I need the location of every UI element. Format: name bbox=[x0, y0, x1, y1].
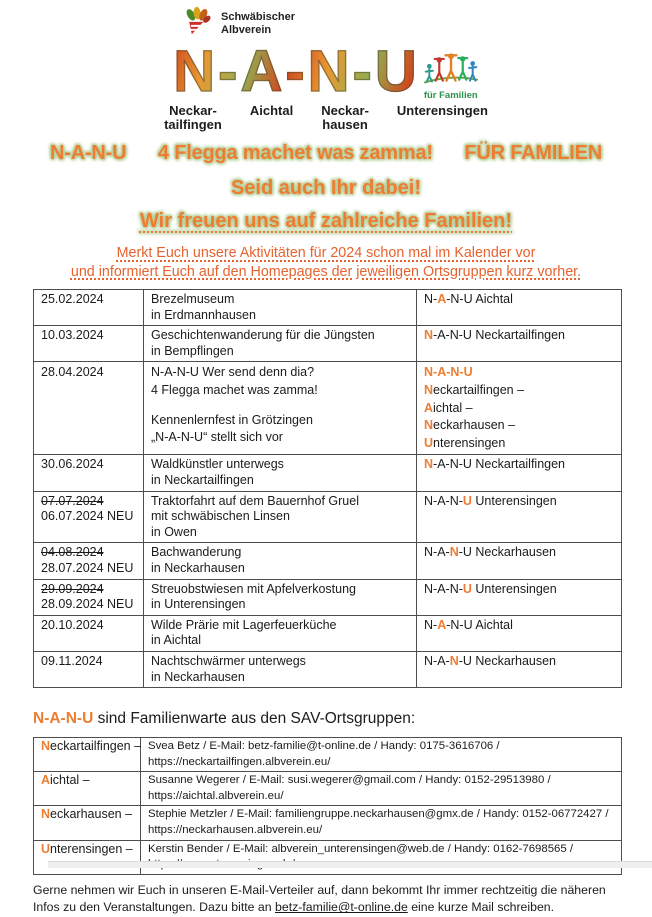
event-date: 04.08.2024 bbox=[41, 545, 104, 560]
event-date: 29.09.2024 bbox=[41, 581, 104, 596]
event-date-cell bbox=[34, 651, 144, 687]
headline-row-2: Seid auch Ihr dabei! bbox=[230, 177, 422, 199]
contact-info-cell bbox=[141, 840, 622, 874]
contact-group-cell bbox=[34, 806, 141, 840]
event-description-line: Traktorfahrt auf dem Bauernhof Gruel bbox=[151, 493, 359, 508]
event-date-cell bbox=[34, 455, 144, 491]
event-date-cell bbox=[34, 290, 144, 326]
event-organizer-cell bbox=[417, 579, 622, 615]
contact-group-cell bbox=[34, 772, 141, 806]
contact-info-line: Svea Betz / E-Mail: betz-familie@t-online.de / Handy: 0175-3616706 / bbox=[148, 740, 500, 753]
contact-info-line: Stephie Metzler / E-Mail: familiengruppe.neckarhausen@gmx.de / Handy: 0152-06772427 / bbox=[148, 808, 609, 821]
event-description-line: in Erdmannhausen bbox=[151, 307, 256, 322]
event-organizer-line bbox=[424, 435, 615, 453]
contact-info-cell bbox=[141, 806, 622, 840]
contacts-heading-nanu: N-A-N-U bbox=[33, 710, 94, 728]
contact-row bbox=[34, 772, 622, 806]
highlighted-letter: A bbox=[437, 617, 447, 632]
highlighted-letter: N bbox=[424, 328, 434, 343]
plain-text: N-A-N- bbox=[424, 581, 463, 596]
fuer-familien-label: für Familien bbox=[423, 90, 478, 101]
event-row bbox=[34, 543, 622, 579]
event-description-cell bbox=[144, 543, 417, 579]
event-row bbox=[34, 579, 622, 615]
calendar-note-line2: und informiert Euch auf den Homepages der jeweiligen Ortsgruppen kurz vorher. bbox=[70, 263, 582, 280]
event-organizer-line bbox=[424, 292, 615, 308]
event-organizer-cell bbox=[417, 615, 622, 651]
event-description-line: Streuobstwiesen mit Apfelverkostung bbox=[151, 581, 356, 596]
event-date-cell bbox=[34, 326, 144, 362]
highlighted-letter: N bbox=[449, 653, 459, 668]
town-label-neckarhausen: Neckar- hausen bbox=[321, 103, 369, 132]
event-date: 06.07.2024 NEU bbox=[41, 509, 134, 524]
event-description-cell bbox=[144, 362, 417, 455]
contact-row bbox=[34, 738, 622, 772]
org-name-line1: Schwäbischer bbox=[221, 11, 295, 23]
plain-text: nterensingen bbox=[433, 435, 506, 450]
event-organizer-line bbox=[424, 400, 615, 418]
contact-group-cell bbox=[34, 840, 141, 874]
event-organizer-line bbox=[424, 618, 615, 634]
event-row bbox=[34, 290, 622, 326]
contact-row bbox=[34, 806, 622, 840]
highlighted-letter: U bbox=[41, 841, 51, 856]
event-description-line: N-A-N-U Wer send denn dia? bbox=[151, 365, 315, 380]
event-organizer-line bbox=[424, 328, 615, 344]
highlighted-letter: U bbox=[462, 493, 472, 508]
plain-text: eckartailfingen – bbox=[433, 382, 525, 397]
headline-families-underlined: Wir freuen uns auf zahlreiche Familien! bbox=[139, 210, 513, 232]
contact-info-line: Susanne Wegerer / E-Mail: susi.wegerer@gmail.com / Handy: 0152-29513980 / bbox=[148, 774, 551, 787]
event-date-cell bbox=[34, 579, 144, 615]
town-label-unterensingen: Unterensingen bbox=[396, 103, 488, 118]
contacts-heading bbox=[33, 710, 652, 728]
event-date: 28.07.2024 NEU bbox=[41, 560, 134, 575]
event-organizer-cell bbox=[417, 543, 622, 579]
highlighted-letter: U bbox=[462, 581, 472, 596]
plain-text: -U Neckarhausen bbox=[458, 545, 556, 560]
event-organizer-line bbox=[424, 457, 615, 473]
highlighted-letter: N-A-N-U bbox=[424, 365, 473, 380]
event-description-line: Bachwanderung bbox=[151, 545, 242, 560]
logo-header bbox=[0, 0, 652, 131]
plain-text: eckarhausen – bbox=[433, 418, 516, 433]
org-name-line2: Albverein bbox=[221, 23, 272, 36]
event-row bbox=[34, 326, 622, 362]
event-description-line: in Bempflingen bbox=[151, 343, 234, 358]
family-figures-icon bbox=[423, 48, 479, 93]
bottom-gray-bar bbox=[48, 861, 652, 868]
event-description-line: Kennenlernfest in Grötzingen bbox=[151, 412, 313, 427]
nanu-logo-row bbox=[0, 39, 652, 104]
event-row bbox=[34, 651, 622, 687]
towns-row bbox=[0, 104, 652, 131]
plain-text: N- bbox=[424, 617, 438, 632]
event-organizer-line bbox=[424, 417, 615, 435]
highlighted-letter: N bbox=[424, 457, 434, 472]
event-organizer-cell bbox=[417, 290, 622, 326]
event-organizer-cell bbox=[417, 455, 622, 491]
event-description-line: Geschichtenwanderung für die Jüngsten bbox=[151, 328, 375, 343]
event-description-line: in Neckartailfingen bbox=[151, 472, 254, 487]
event-date: 10.03.2024 bbox=[41, 328, 104, 343]
contacts-table bbox=[33, 737, 622, 875]
headline-fuer-familien: FÜR FAMILIEN bbox=[464, 142, 602, 164]
plain-text: Unterensingen bbox=[471, 493, 557, 508]
event-description-line: Nachtschwärmer unterwegs bbox=[151, 653, 306, 668]
event-date: 28.04.2024 bbox=[41, 365, 104, 380]
event-date: 07.07.2024 bbox=[41, 493, 104, 508]
contact-group-name bbox=[41, 739, 142, 755]
event-description-cell bbox=[144, 491, 417, 543]
plain-text: nterensingen – bbox=[50, 841, 133, 856]
event-organizer-line bbox=[424, 494, 615, 510]
events-table bbox=[33, 289, 622, 688]
event-description-line: 4 Flegga machet was zamma! bbox=[151, 382, 318, 397]
event-description-cell bbox=[144, 615, 417, 651]
event-organizer-cell bbox=[417, 651, 622, 687]
calendar-note bbox=[0, 244, 652, 281]
albverein-emblem-icon bbox=[183, 6, 213, 41]
event-description-line: in Neckarhausen bbox=[151, 560, 245, 575]
event-organizer-line bbox=[424, 382, 615, 400]
plain-text: eckarhausen – bbox=[50, 807, 133, 822]
contact-row bbox=[34, 840, 622, 874]
calendar-note-line1: Merkt Euch unsere Aktivitäten für 2024 schon mal im Kalender vor bbox=[116, 245, 536, 261]
family-figures-block bbox=[423, 48, 479, 101]
town-label-neckartailfingen: Neckar- tailfingen bbox=[164, 103, 222, 132]
highlighted-letter: U bbox=[424, 435, 434, 450]
contacts-heading-rest: sind Familienwarte aus den SAV-Ortsgruppen: bbox=[93, 710, 416, 728]
event-description-cell bbox=[144, 290, 417, 326]
highlighted-letter: A bbox=[437, 292, 447, 306]
event-description-line: in Aichtal bbox=[151, 633, 202, 648]
plain-text: Unterensingen bbox=[471, 581, 557, 596]
headline-slogan: 4 Flegga machet was zamma! bbox=[157, 142, 433, 164]
event-date-cell bbox=[34, 615, 144, 651]
plain-text: N-A-N- bbox=[424, 493, 463, 508]
headline-nanu: N-A-N-U bbox=[50, 142, 127, 164]
highlighted-letter: N bbox=[449, 545, 459, 560]
plain-text: N-A- bbox=[424, 545, 450, 560]
event-organizer-line bbox=[424, 545, 615, 561]
highlighted-letter: A bbox=[424, 400, 434, 415]
event-description-line: in Owen bbox=[151, 524, 197, 539]
event-organizer-line bbox=[424, 364, 615, 382]
plain-text: N- bbox=[424, 292, 438, 306]
event-description-line: in Neckarhausen bbox=[151, 669, 245, 684]
footer-text bbox=[33, 882, 625, 917]
event-description-line: Waldkünstler unterwegs bbox=[151, 457, 284, 472]
highlighted-letter: N bbox=[424, 382, 434, 397]
headline-row-3 bbox=[0, 210, 652, 233]
contact-info-line: https://neckartailfingen.albverein.eu/ bbox=[148, 755, 331, 768]
footer-text-pre: Gerne nehmen wir Euch in unseren E-Mail-Verteiler auf, dann bekommt Ihr immer rechtzeitig die näheren Infos zu den Veranstaltungen. Dazu bitte an bbox=[33, 882, 606, 915]
contact-info-cell bbox=[141, 772, 622, 806]
contact-group-cell bbox=[34, 738, 141, 772]
contact-info-line: https://neckarhausen.albverein.eu/ bbox=[148, 824, 323, 837]
plain-text: -N-U Aichtal bbox=[446, 617, 513, 632]
town-label-aichtal: Aichtal bbox=[249, 103, 294, 118]
nanu-logo: N-A-N-U bbox=[173, 39, 420, 104]
org-name bbox=[221, 11, 295, 36]
event-description-line bbox=[151, 400, 410, 412]
contact-group-name bbox=[41, 807, 134, 823]
event-date: 28.09.2024 NEU bbox=[41, 597, 134, 612]
contact-group-name bbox=[41, 842, 134, 858]
contact-info-line: https://aichtal.albverein.eu/ bbox=[148, 789, 284, 802]
event-organizer-line bbox=[424, 582, 615, 598]
contact-info-line: Kerstin Bender / E-Mail: albverein_unterensingen@web.de / Handy: 0162-7698565 / bbox=[148, 842, 574, 855]
plain-text: -U Neckarhausen bbox=[458, 653, 556, 668]
event-description-line: in Unterensingen bbox=[151, 597, 246, 612]
event-organizer-line bbox=[424, 654, 615, 670]
highlighted-letter: N bbox=[41, 807, 51, 822]
event-row bbox=[34, 455, 622, 491]
event-date: 09.11.2024 bbox=[41, 653, 103, 668]
event-date: 25.02.2024 bbox=[41, 292, 104, 306]
highlighted-letter: N bbox=[41, 739, 51, 754]
event-organizer-cell bbox=[417, 326, 622, 362]
event-row bbox=[34, 362, 622, 455]
event-description-line: Wilde Prärie mit Lagerfeuerküche bbox=[151, 617, 337, 632]
headline-row-1 bbox=[50, 142, 602, 165]
event-date: 30.06.2024 bbox=[41, 457, 104, 472]
footer-email-link[interactable]: betz-familie@t-online.de bbox=[275, 900, 408, 915]
event-row bbox=[34, 615, 622, 651]
event-description-line: mit schwäbischen Linsen bbox=[151, 509, 290, 524]
footer-text-post: eine kurze Mail schreiben. bbox=[407, 900, 555, 915]
plain-text: -N-U Aichtal bbox=[446, 292, 513, 306]
event-date-cell bbox=[34, 543, 144, 579]
event-date-cell bbox=[34, 362, 144, 455]
contact-info-cell bbox=[141, 738, 622, 772]
event-description-line: Brezelmuseum bbox=[151, 292, 235, 306]
plain-text: N-A- bbox=[424, 653, 450, 668]
plain-text: ichtal – bbox=[433, 400, 473, 415]
event-description-cell bbox=[144, 455, 417, 491]
event-date: 20.10.2024 bbox=[41, 617, 104, 632]
event-organizer-cell bbox=[417, 491, 622, 543]
event-organizer-cell bbox=[417, 362, 622, 455]
highlighted-letter: A bbox=[41, 773, 51, 788]
plain-text: -A-N-U Neckartailfingen bbox=[433, 457, 566, 472]
event-row bbox=[34, 491, 622, 543]
plain-text: ichtal – bbox=[50, 773, 90, 788]
event-description-cell bbox=[144, 326, 417, 362]
plain-text: -A-N-U Neckartailfingen bbox=[433, 328, 566, 343]
event-date-cell bbox=[34, 491, 144, 543]
event-description-cell bbox=[144, 579, 417, 615]
event-description-cell bbox=[144, 651, 417, 687]
org-row bbox=[183, 6, 483, 41]
contact-group-name bbox=[41, 773, 134, 789]
event-description-line: „N-A-N-U“ stellt sich vor bbox=[151, 430, 283, 445]
highlighted-letter: N bbox=[424, 418, 434, 433]
plain-text: eckartailfingen – bbox=[50, 739, 142, 754]
